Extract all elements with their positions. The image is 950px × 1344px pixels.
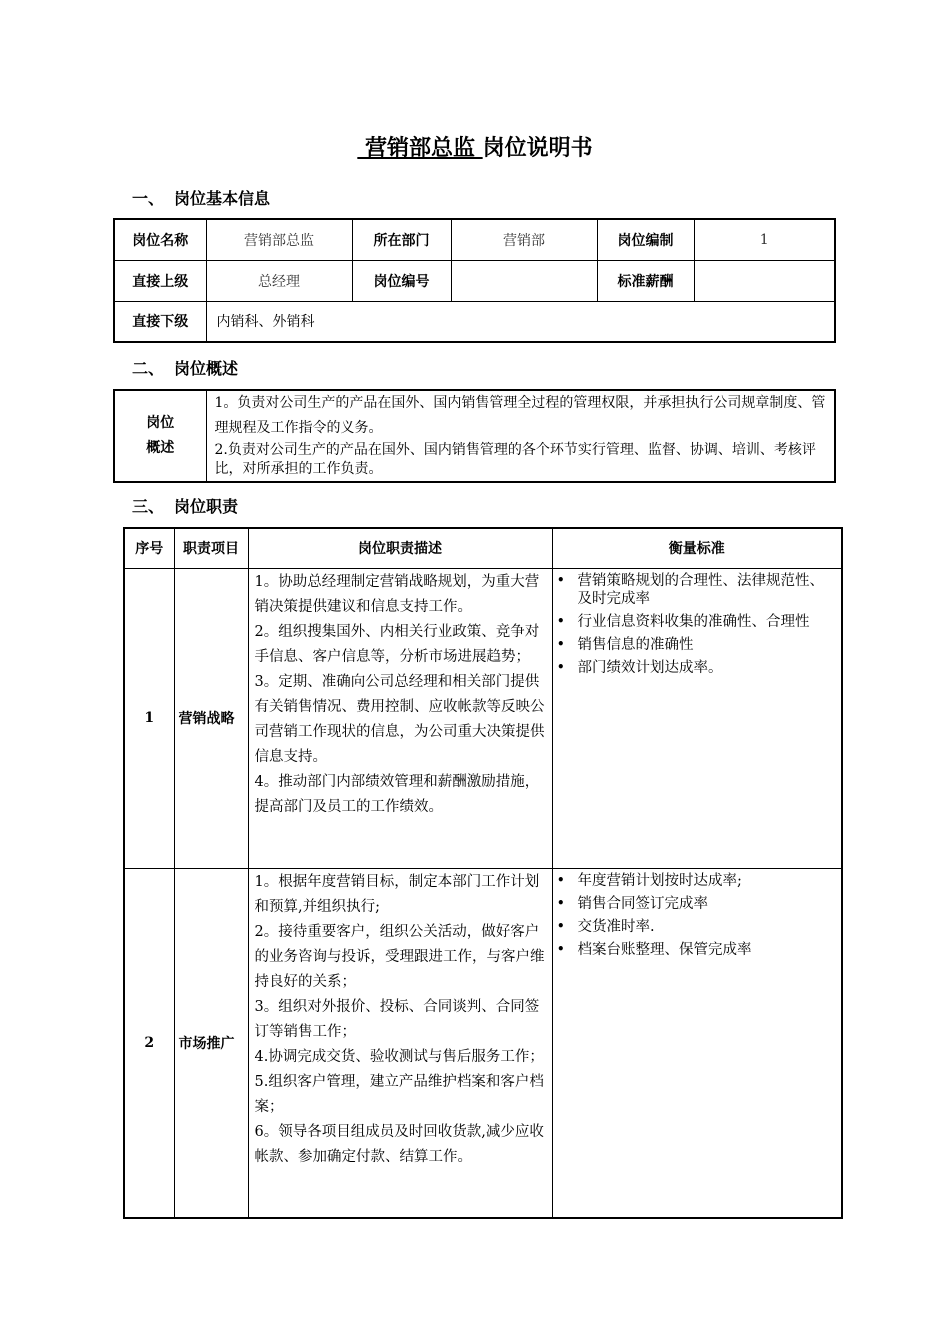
overview-label-line1: 岗位: [146, 415, 175, 431]
description-line: 4。推动部门内部绩效管理和薪酬激励措施，提高部门及员工的工作绩效。: [254, 773, 540, 815]
list-item: [557, 941, 838, 959]
position-no-label: 岗位编号: [352, 260, 451, 301]
list-item: [557, 613, 838, 631]
position-name-value: 营销部总监: [206, 219, 352, 260]
overview-label: [114, 390, 206, 482]
description-line: 4.协调完成交货、验收测试与售后服务工作；: [254, 1048, 544, 1065]
standard-text: 交货准时率.: [577, 918, 655, 935]
duties-table: [123, 527, 843, 1219]
overview-text: [206, 390, 835, 482]
row-number: 2: [124, 868, 174, 1218]
list-item: [557, 918, 838, 936]
section-heading-overview: [132, 356, 238, 379]
header-desc: 岗位职责描述: [248, 528, 552, 568]
basic-info-table: [113, 218, 836, 343]
header-no: 序号: [124, 528, 174, 568]
supervisor-label: 直接上级: [114, 260, 206, 301]
standard-text: 销售合同签订完成率: [577, 895, 708, 912]
department-value: 营销部: [451, 219, 597, 260]
description-line: 6。领导各项目组成员及时回收货款,减少应收帐款、参加确定付款、结算工作。: [254, 1123, 544, 1165]
row-item: 市场推广: [174, 868, 248, 1218]
bullet-icon: •: [556, 941, 566, 958]
section-label: 岗位基本信息: [174, 189, 271, 208]
table-row: [124, 868, 842, 1218]
department-label: 所在部门: [352, 219, 451, 260]
supervisor-value: 总经理: [206, 260, 352, 301]
description-line: 1。协助总经理制定营销战略规划，为重大营销决策提供建议和信息支持工作。: [254, 573, 540, 615]
standard-text: 年度营销计划按时达成率;: [577, 872, 742, 889]
bullet-icon: •: [556, 659, 566, 676]
row-item: 营销战略: [174, 568, 248, 868]
bullet-icon: •: [556, 895, 566, 912]
row-number: 1: [124, 568, 174, 868]
section-label: 岗位概述: [174, 359, 239, 378]
standard-text: 营销策略规划的合理性、法律规范性、及时完成率: [577, 572, 824, 607]
bullet-icon: •: [556, 872, 566, 889]
description-line: 2。组织搜集国外、内相关行业政策、竞争对手信息、客户信息等，分析市场进展趋势；: [254, 623, 540, 665]
position-no-value: [451, 260, 597, 301]
salary-label: 标准薪酬: [597, 260, 694, 301]
headcount-value: 1: [694, 219, 835, 260]
subordinate-value: 内销科、外销科: [206, 301, 835, 342]
title-position: 营销部总监: [357, 136, 483, 161]
row-description: [248, 868, 552, 1218]
overview-label-line2: 概述: [146, 440, 175, 456]
row-description: [248, 568, 552, 868]
description-line: 5.组织客户管理，建立产品维护档案和客户档案；: [254, 1073, 544, 1115]
headcount-label: 岗位编制: [597, 219, 694, 260]
position-name-label: 岗位名称: [114, 219, 206, 260]
list-item: [557, 659, 838, 677]
list-item: [557, 895, 838, 913]
description-line: 1。根据年度营销目标，制定本部门工作计划和预算,并组织执行;: [254, 873, 540, 915]
standard-text: 部门绩效计划达成率。: [577, 659, 723, 676]
list-item: [557, 872, 838, 890]
title-suffix: 岗位说明书: [482, 136, 593, 161]
description-line: 2。接待重要客户，组织公关活动，做好客户的业务咨询与投诉，受理跟进工作，与客户维持良好的关系；: [254, 923, 545, 990]
bullet-icon: •: [556, 613, 566, 630]
section-heading-basic: [132, 186, 270, 209]
list-item: [557, 636, 838, 654]
overview-table: [113, 389, 836, 483]
section-number: 一、: [132, 189, 165, 208]
list-item: [557, 572, 838, 608]
section-heading-duties: [132, 494, 238, 517]
bullet-icon: •: [556, 918, 566, 935]
section-number: 二、: [132, 359, 165, 378]
standard-text: 销售信息的准确性: [577, 636, 694, 653]
table-row: [124, 568, 842, 868]
overview-paragraph: 1。负责对公司生产的产品在国外、国内销售管理全过程的管理权限，并承担执行公司规章制度、管理规程及工作指令的义务。: [214, 395, 826, 436]
bullet-icon: •: [556, 636, 566, 653]
header-item: 职责项目: [174, 528, 248, 568]
row-standards: [552, 868, 842, 1218]
bullet-icon: •: [556, 572, 566, 589]
page-title: [0, 131, 950, 162]
description-line: 3。定期、准确向公司总经理和相关部门提供有关销售情况、费用控制、应收帐款等反映公司营销工作现状的信息，为公司重大决策提供信息支持。: [254, 673, 545, 765]
section-number: 三、: [132, 497, 165, 516]
subordinate-label: 直接下级: [114, 301, 206, 342]
row-standards: [552, 568, 842, 868]
section-label: 岗位职责: [174, 497, 239, 516]
header-standard: 衡量标准: [552, 528, 842, 568]
salary-value: [694, 260, 835, 301]
description-line: 3。组织对外报价、投标、合同谈判、合同签订等销售工作；: [254, 998, 540, 1040]
overview-paragraph: 2.负责对公司生产的产品在国外、国内销售管理的各个环节实行管理、监督、协调、培训、考核评比，对所承担的工作负责。: [214, 442, 816, 477]
standard-text: 行业信息资料收集的准确性、合理性: [577, 613, 810, 630]
standard-text: 档案台账整理、保管完成率: [577, 941, 752, 958]
